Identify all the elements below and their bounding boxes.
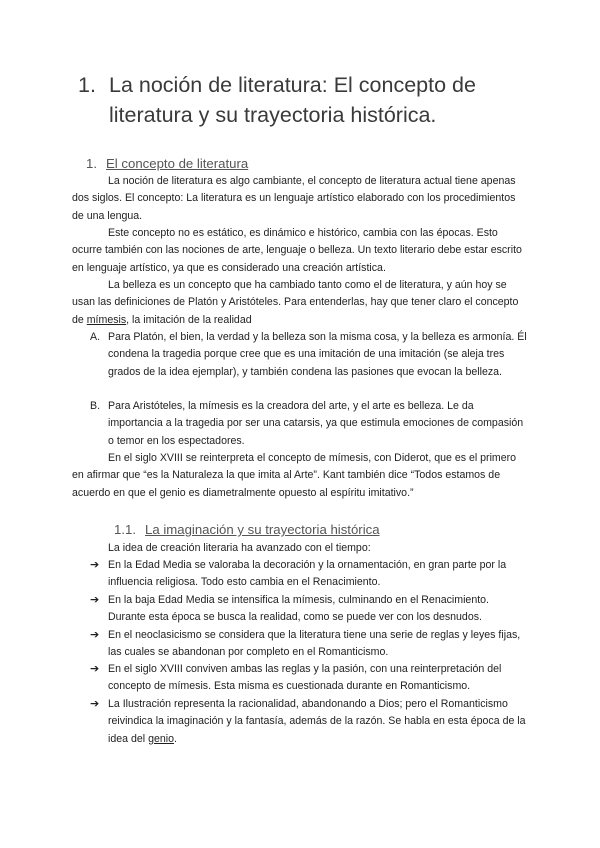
bullet-item: En el neoclasicismo se considera que la literatura tiene una serie de reglas y leyes fijas, las cuales se abandonan por completo en el Romanticismo. — [108, 629, 521, 659]
arrow-bullet-icon: ➔ — [90, 559, 100, 571]
bullet-item: En el siglo XVIII conviven ambas las reglas y la pasión, con una reinterpretación del concepto de mímesis. Esta misma es cuestionada durante en Romanticismo. — [108, 663, 502, 693]
list-marker-b: B. — [90, 400, 101, 412]
heading-1-number: 1. — [78, 73, 96, 97]
list-item-platon: Para Platón, el bien, la verdad y la belleza son la misma cosa, y la belleza es armonía. Él condena la tragedia porque cree que es una imitación de una imitación (se aleja tres grados de la idea ejemplar), y también condena las pasiones que evocan la belleza. — [108, 331, 527, 378]
arrow-bullet-icon: ➔ — [90, 594, 100, 606]
paragraph-1: La noción de literatura es algo cambiante, el concepto de literatura actual tiene apenas dos siglos. El concepto: La literatura es un lenguaje artístico elaborado con los procedimientos de una lengua. — [72, 175, 516, 222]
section-number: 1. — [86, 156, 97, 171]
term-genio: genio — [148, 732, 174, 745]
bullet-text-a: La Ilustración representa la racionalidad, abandonando a Dios; pero el Romanticismo reivindica la imaginación y la fantasía, además de la razón. Se habla en esta época de la idea del — [108, 698, 526, 745]
subsection-title: La imaginación y su trayectoria histórica — [145, 522, 380, 537]
paragraph-3-text-a: La belleza es un concepto que ha cambiado tanto como el de literatura, y aún hoy se usan las definiciones de Platón y Aristóteles. Para entenderlas, hay que tener claro el concepto de — [72, 279, 519, 326]
subsection-number: 1.1. — [114, 522, 136, 537]
section-title: El concepto de literatura — [106, 156, 249, 171]
heading-1-text: La noción de literatura: El concepto de literatura y su trayectoria histórica. — [109, 73, 476, 127]
subsection-intro: La idea de creación literaria ha avanzado con el tiempo: — [108, 542, 371, 554]
arrow-bullet-icon: ➔ — [90, 663, 100, 675]
list-marker-a: A. — [90, 331, 101, 343]
arrow-bullet-icon: ➔ — [90, 629, 100, 641]
bullet-item: En la Edad Media se valoraba la decoración y la ornamentación, en gran parte por la influencia religiosa. Todo esto cambia en el Renacimiento. — [108, 559, 507, 589]
paragraph-3 — [72, 277, 530, 329]
paragraph-2: Este concepto no es estático, es dinámico e histórico, cambia con las épocas. Esto ocurre también con las nociones de arte, lenguaje o belleza. Un texto literario debe estar escrito en lenguaje artístico, ya que es considerado una creación artística. — [72, 227, 522, 274]
paragraph-3-text-b: , la imitación de la realidad — [126, 313, 252, 326]
list-item-aristoteles: Para Aristóteles, la mímesis es la creadora del arte, y el arte es belleza. Le da importancia a la tragedia por ser una catarsis, ya que estimula emociones de compasión o temor en los espectadores. — [108, 400, 524, 447]
bullet-item: En la baja Edad Media se intensifica la mímesis, culminando en el Renacimiento. Durante esta época se busca la realidad, como se puede ver con los desnudos. — [108, 594, 489, 624]
bullet-item-ilustracion — [108, 696, 528, 748]
arrow-bullet-icon: ➔ — [90, 698, 100, 710]
paragraph-4: En el siglo XVIII se reinterpreta el concepto de mímesis, con Diderot, que es el primero en afirmar que “es la Naturaleza la que imita al Arte”. Kant también dice “Todos estamos de acuerdo en que el genio es diametralmente opuesto al espíritu imitativo.” — [72, 452, 517, 499]
bullet-text-b: . — [173, 732, 177, 745]
term-mimesis: mímesis — [86, 313, 127, 326]
